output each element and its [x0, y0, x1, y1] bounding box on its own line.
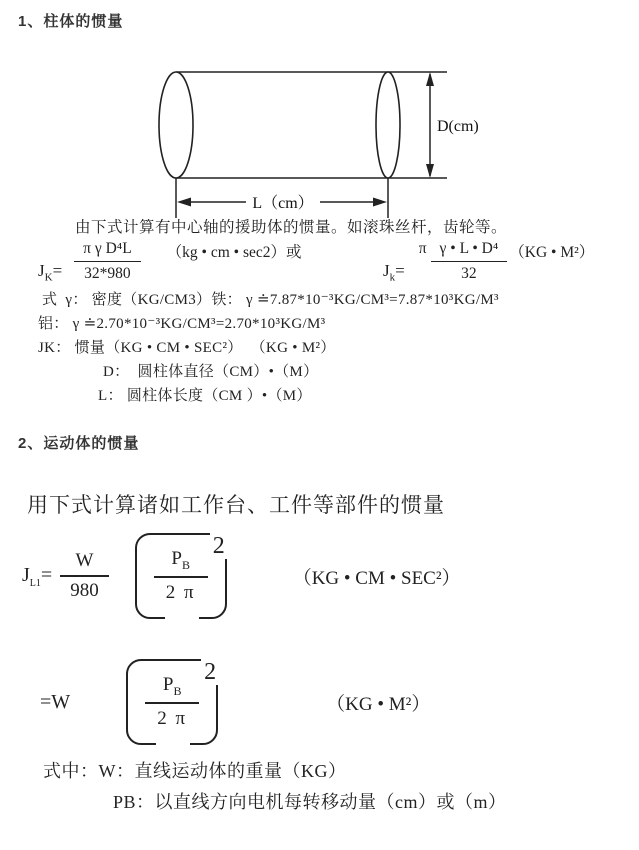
formula-unit-cgs: （kg • cm • sec2）或: [166, 244, 302, 261]
pb-fraction: [145, 674, 199, 731]
fraction-numerator: γ • L • D⁴: [431, 240, 508, 262]
diameter-arrow-down: [426, 164, 434, 178]
cylinder-left-face: [159, 72, 193, 178]
jk-fraction: [74, 240, 141, 283]
legend-line-w: 式中：W：直线运动体的重量（KG）: [43, 761, 347, 781]
note-l-definition: L： 圆柱体长度（CM ）•（M）: [98, 388, 312, 404]
formula-jl1-cgs: [22, 526, 461, 626]
jk-subscript: k: [389, 271, 396, 283]
note-d-definition: D： 圆柱体直径（CM）•（M）: [103, 364, 319, 380]
fraction-denominator: 32*980: [84, 265, 131, 282]
length-arrow-left: [177, 198, 191, 207]
formula-jk-cgs: [38, 240, 302, 283]
pb-subscript: B: [173, 683, 182, 698]
jk-symbol: [38, 261, 62, 283]
jk-si-fraction: [431, 240, 508, 283]
note-density-iron: 式 γ： 密度（KG/CM3）铁： γ ≐7.87*10⁻³KG/CM³=7.87*10³KG/M³: [42, 292, 499, 308]
jl1-symbol: [22, 564, 52, 589]
pb-base: P: [171, 547, 182, 569]
pb-fraction: [154, 548, 208, 605]
diameter-label: D(cm): [437, 118, 479, 135]
formula-unit-si: （KG • M²）: [326, 693, 431, 715]
fraction-numerator: π γ D⁴L: [74, 240, 141, 262]
section1-heading: 1、柱体的惯量: [18, 13, 124, 30]
note-density-aluminum: 铝： γ ≐2.70*10⁻³KG/CM³=2.70*10³KG/M³: [38, 316, 326, 332]
note-jk-definition: JK： 惯量（KG • CM • SEC²） （KG • M²）: [38, 340, 336, 356]
pb-subscript: B: [181, 557, 190, 572]
diameter-arrow-up: [426, 72, 434, 86]
jk-subscript: K: [44, 271, 53, 283]
equals-sign: =: [40, 563, 53, 586]
bracket-term: [126, 659, 218, 745]
jk-base: J: [38, 260, 45, 280]
section2-intro: 用下式计算诸如工作台、工件等部件的惯量: [27, 493, 445, 517]
equals-w: =W: [40, 690, 71, 713]
section1-intro: 由下式计算有中心轴的援助体的惯量。如滚珠丝杆，齿轮等。: [75, 219, 508, 236]
length-label: L（cm）: [252, 195, 314, 212]
equals-sign: =: [52, 260, 63, 280]
exponent: 2: [210, 533, 228, 559]
bracket-term: [135, 533, 227, 619]
formula-jk-si: [383, 240, 594, 283]
cylinder-right-face: [376, 72, 400, 178]
fraction-numerator: W: [60, 550, 109, 577]
pb-base: P: [162, 673, 174, 695]
fraction-numerator: [145, 674, 199, 705]
jl1-base: J: [22, 563, 30, 586]
section2-heading: 2、运动体的惯量: [18, 435, 140, 452]
fraction-denominator: 2 π: [157, 708, 188, 730]
weight-fraction: [60, 550, 109, 602]
pi-symbol: π: [418, 240, 427, 257]
jk-si-symbol: [383, 261, 405, 283]
jk-base: J: [383, 260, 390, 280]
fraction-numerator: [154, 548, 208, 579]
cylinder-diagram: [0, 55, 639, 225]
jl1-subscript: L1: [29, 577, 41, 589]
formula-unit-cgs: （KG • CM • SEC²）: [292, 567, 461, 589]
legend-line-pb: PB：以直线方向电机每转移动量（cm）或（m）: [113, 792, 507, 812]
length-arrow-right: [373, 198, 387, 207]
equals-sign: =: [395, 260, 405, 280]
fraction-denominator: 980: [70, 580, 99, 601]
formula-jl1-si: [40, 652, 430, 752]
fraction-denominator: 2 π: [165, 582, 196, 604]
fraction-denominator: 32: [461, 265, 477, 282]
exponent: 2: [201, 659, 219, 685]
formula-unit-si: （KG • M²）: [509, 244, 595, 261]
